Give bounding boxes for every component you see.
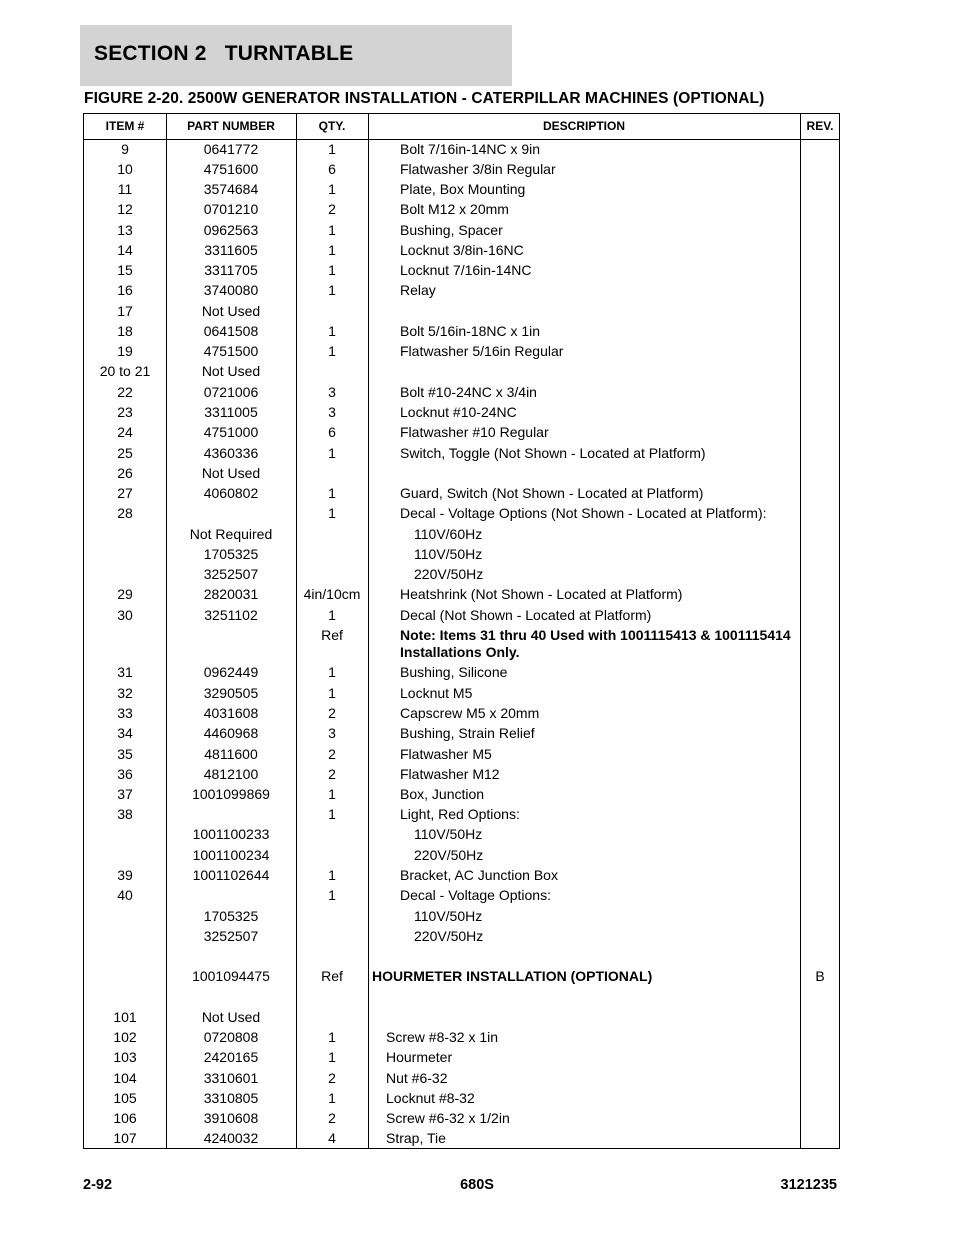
item-cell: 25 [117, 445, 133, 461]
description-cell: Locknut 3/8in-16NC [400, 242, 524, 258]
header-qty: QTY. [318, 119, 346, 133]
item-cell: 105 [113, 1090, 137, 1106]
section-banner [80, 25, 512, 86]
part-number-cell: Not Used [201, 363, 261, 379]
qty-cell: 1 [328, 343, 336, 359]
item-cell: 12 [117, 201, 133, 217]
description-cell: Bolt 7/16in-14NC x 9in [400, 141, 541, 157]
part-number-cell: 2420165 [203, 1049, 259, 1065]
part-number-cell: 4812100 [203, 766, 259, 782]
item-cell: 36 [117, 766, 133, 782]
item-cell: 31 [117, 664, 133, 680]
part-number-cell: Not Used [201, 465, 261, 481]
description-cell: Decal (Not Shown - Located at Platform) [400, 607, 652, 623]
description-cell: Locknut #10-24NC [400, 404, 517, 420]
item-cell: 26 [117, 465, 133, 481]
qty-cell: 4 [328, 1130, 336, 1146]
qty-cell: 1 [328, 887, 336, 903]
description-cell: Locknut 7/16in-14NC [400, 262, 532, 278]
description-cell: Capscrew M5 x 20mm [400, 705, 540, 721]
item-cell: 17 [117, 303, 133, 319]
item-cell: 16 [117, 282, 133, 298]
header-item: ITEM # [105, 119, 145, 133]
description-cell: Switch, Toggle (Not Shown - Located at Platform) [400, 445, 706, 461]
description-cell: Flatwasher M12 [400, 766, 500, 782]
description-cell: Bracket, AC Junction Box [400, 867, 558, 883]
item-cell: 34 [117, 725, 133, 741]
qty-cell: 1 [328, 1090, 336, 1106]
description-cell-continued: Installations Only. [400, 644, 520, 660]
item-cell: 38 [117, 806, 133, 822]
item-cell: 32 [117, 685, 133, 701]
description-cell: 220V/50Hz [414, 847, 484, 863]
description-cell: 110V/60Hz [414, 526, 483, 542]
description-cell: Bushing, Strain Relief [400, 725, 535, 741]
description-cell: Bolt #10-24NC x 3/4in [400, 384, 537, 400]
description-cell: Box, Junction [400, 786, 485, 802]
part-number-cell: 4360336 [203, 445, 259, 461]
part-number-cell: 0721006 [203, 384, 259, 400]
item-cell: 9 [121, 141, 129, 157]
qty-cell: 2 [328, 766, 336, 782]
description-cell: Hourmeter [386, 1049, 453, 1065]
qty-cell: 6 [328, 424, 336, 440]
part-number-cell: 3310805 [203, 1090, 259, 1106]
description-cell: Relay [400, 282, 436, 298]
qty-cell: 1 [328, 181, 336, 197]
qty-cell: 6 [328, 161, 336, 177]
qty-cell: 1 [328, 685, 336, 701]
part-number-cell: 1001100233 [192, 826, 270, 842]
item-cell: 33 [117, 705, 133, 721]
item-cell: 14 [117, 242, 133, 258]
part-number-cell: 4751000 [203, 424, 259, 440]
description-cell: Nut #6-32 [386, 1070, 448, 1086]
part-number-cell: 4460968 [203, 725, 259, 741]
description-cell: Bushing, Spacer [400, 222, 503, 238]
description-cell: Screw #8-32 x 1in [386, 1029, 499, 1045]
item-cell: 101 [113, 1009, 137, 1025]
figure-title: FIGURE 2-20. 2500W GENERATOR INSTALLATION - CATERPILLAR MACHINES (OPTIONAL) [84, 90, 765, 107]
header-part-number: PART NUMBER [187, 119, 275, 133]
description-cell: Bushing, Silicone [400, 664, 508, 680]
description-cell: Flatwasher 3/8in Regular [400, 161, 556, 177]
qty-cell: 1 [328, 445, 336, 461]
part-number-cell: Not Required [189, 526, 273, 542]
part-number-cell: 3574684 [203, 181, 259, 197]
qty-cell: 1 [328, 1049, 336, 1065]
part-number-cell: 4031608 [203, 705, 259, 721]
description-cell: Bolt 5/16in-18NC x 1in [400, 323, 541, 339]
item-cell: 102 [113, 1029, 137, 1045]
part-number-cell: 0962449 [203, 664, 259, 680]
qty-cell: Ref [321, 627, 343, 643]
qty-cell: 1 [328, 485, 336, 501]
item-cell: 29 [117, 586, 133, 602]
qty-cell: 3 [328, 725, 336, 741]
description-cell: 220V/50Hz [414, 928, 484, 944]
qty-cell: 2 [328, 1110, 336, 1126]
description-cell: Flatwasher #10 Regular [400, 424, 549, 440]
qty-cell: 2 [328, 746, 336, 762]
part-number-cell: Not Used [201, 1009, 261, 1025]
description-cell: Bolt M12 x 20mm [400, 201, 509, 217]
part-number-cell: 1001094475 [192, 968, 270, 984]
part-number-cell: 1705325 [203, 908, 259, 924]
item-cell: 35 [117, 746, 133, 762]
item-cell: 37 [117, 786, 133, 802]
part-number-cell: 1705325 [203, 546, 259, 562]
item-cell: 107 [113, 1130, 137, 1146]
part-number-cell: 0962563 [203, 222, 259, 238]
description-cell: Flatwasher M5 [400, 746, 492, 762]
description-cell: Guard, Switch (Not Shown - Located at Platform) [400, 485, 704, 501]
header-divider [84, 139, 839, 140]
qty-cell: 1 [328, 262, 336, 278]
part-number-cell: 4751600 [203, 161, 259, 177]
item-cell: 39 [117, 867, 133, 883]
footer-model: 680S [460, 1177, 494, 1193]
part-number-cell: 4751500 [203, 343, 259, 359]
item-cell: 11 [117, 181, 133, 197]
part-number-cell: 0641508 [203, 323, 259, 339]
qty-cell: 1 [328, 1029, 336, 1045]
description-cell: 110V/50Hz [414, 908, 483, 924]
item-cell: 40 [117, 887, 133, 903]
part-number-cell: 3310601 [203, 1070, 259, 1086]
part-number-cell: 3311605 [204, 242, 258, 258]
item-cell: 103 [113, 1049, 137, 1065]
qty-cell: 2 [328, 201, 336, 217]
description-cell: Strap, Tie [386, 1130, 446, 1146]
item-cell: 20 to 21 [99, 363, 151, 379]
item-cell: 13 [117, 222, 133, 238]
item-cell: 18 [117, 323, 133, 339]
description-cell: Locknut #8-32 [386, 1090, 475, 1106]
qty-cell: 1 [328, 282, 336, 298]
qty-cell: 1 [328, 323, 336, 339]
qty-cell: 3 [328, 384, 336, 400]
qty-cell: 1 [328, 141, 336, 157]
footer-page-number: 2-92 [83, 1177, 113, 1193]
part-number-cell: 0701210 [203, 201, 259, 217]
description-cell: Decal - Voltage Options (Not Shown - Located at Platform): [400, 505, 767, 521]
part-number-cell: 1001100234 [192, 847, 270, 863]
header-rev: REV. [806, 119, 834, 133]
part-number-cell: 4060802 [203, 485, 259, 501]
item-cell: 23 [117, 404, 133, 420]
qty-cell: 3 [328, 404, 336, 420]
qty-cell: 2 [328, 705, 336, 721]
part-number-cell: 3252507 [203, 566, 259, 582]
parts-table [83, 113, 840, 1149]
qty-cell: 1 [328, 505, 336, 521]
item-cell: 28 [117, 505, 133, 521]
part-number-cell: 3311005 [204, 404, 258, 420]
part-number-cell: 4811600 [204, 746, 258, 762]
part-number-cell: 0641772 [203, 141, 259, 157]
qty-cell: 1 [328, 242, 336, 258]
description-cell: 220V/50Hz [414, 566, 484, 582]
part-number-cell: 2820031 [203, 586, 259, 602]
qty-cell: 1 [328, 867, 336, 883]
part-number-cell: 1001099869 [192, 786, 270, 802]
item-cell: 27 [117, 485, 133, 501]
footer-doc-number: 3121235 [780, 1177, 837, 1193]
item-cell: 30 [117, 607, 133, 623]
part-number-cell: 3311705 [204, 262, 258, 278]
description-cell: Flatwasher 5/16in Regular [400, 343, 564, 359]
description-cell: Screw #6-32 x 1/2in [386, 1110, 510, 1126]
qty-cell: Ref [321, 968, 343, 984]
part-number-cell: 1001102644 [192, 867, 270, 883]
section-title: SECTION 2 TURNTABLE [94, 42, 354, 65]
item-cell: 15 [117, 262, 133, 278]
part-number-cell: 3290505 [203, 685, 259, 701]
item-cell: 22 [117, 384, 133, 400]
description-cell: 110V/50Hz [414, 826, 483, 842]
qty-cell: 2 [328, 1070, 336, 1086]
qty-cell: 1 [328, 607, 336, 623]
description-cell: Decal - Voltage Options: [400, 887, 551, 903]
header-description: DESCRIPTION [542, 119, 625, 133]
qty-cell: 4in/10cm [303, 586, 361, 602]
description-cell: Note: Items 31 thru 40 Used with 1001115413 & 1001115414 [400, 627, 791, 643]
qty-cell: 1 [328, 664, 336, 680]
qty-cell: 1 [328, 222, 336, 238]
description-cell: Light, Red Options: [400, 806, 520, 822]
description-cell: Locknut M5 [400, 685, 473, 701]
column-divider [800, 114, 801, 1148]
item-cell: 104 [113, 1070, 137, 1086]
rev-cell: B [815, 968, 825, 984]
item-cell: 24 [117, 424, 133, 440]
part-number-cell: 3252507 [203, 928, 259, 944]
part-number-cell: 3740080 [203, 282, 259, 298]
description-cell: HOURMETER INSTALLATION (OPTIONAL) [372, 968, 653, 984]
description-cell: Plate, Box Mounting [400, 181, 526, 197]
column-divider [368, 114, 369, 1148]
part-number-cell: Not Used [201, 303, 261, 319]
description-cell: 110V/50Hz [414, 546, 483, 562]
qty-cell: 1 [328, 806, 336, 822]
qty-cell: 1 [328, 786, 336, 802]
part-number-cell: 3251102 [204, 607, 258, 623]
item-cell: 19 [117, 343, 133, 359]
item-cell: 10 [117, 161, 133, 177]
part-number-cell: 4240032 [203, 1130, 259, 1146]
part-number-cell: 0720808 [203, 1029, 259, 1045]
part-number-cell: 3910608 [203, 1110, 259, 1126]
description-cell: Heatshrink (Not Shown - Located at Platform) [400, 586, 683, 602]
item-cell: 106 [113, 1110, 137, 1126]
